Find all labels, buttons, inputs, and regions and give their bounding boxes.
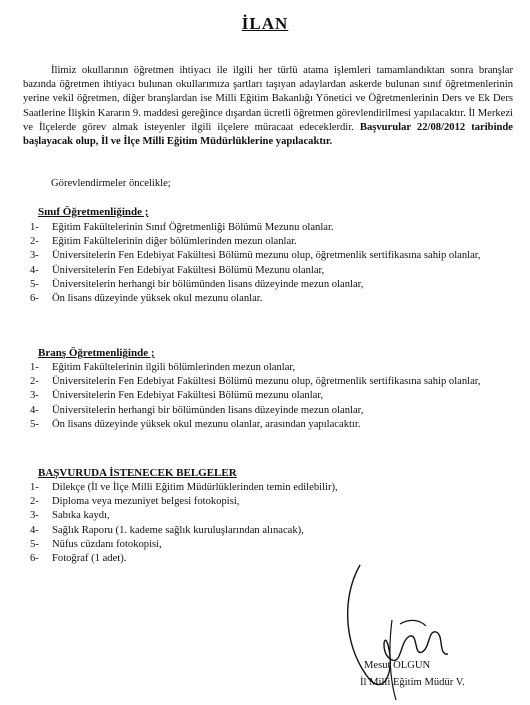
- brans-item-text: Eğitim Fakültelerinin ilgili bölümlerinden mezun olanlar,: [52, 362, 296, 373]
- belgeler-item-number: 4-: [30, 524, 39, 536]
- document-title: İLAN: [241, 14, 289, 33]
- belgeler-item: [30, 481, 510, 495]
- belgeler-item-text: Diploma veya mezuniyet belgesi fotokopisi,: [52, 496, 240, 508]
- sinif-item-text: Ön lisans düzeyinde yüksek okul mezunu olanlar.: [52, 293, 263, 305]
- belgeler-item-text: Dilekçe (İl ve İlçe Milli Eğitim Müdürlüklerinden temin edilebilir),: [52, 482, 338, 493]
- brans-item-text: Üniversitelerin herhangi bir bölümünden lisans düzeyinde mezun olanlar,: [52, 404, 364, 416]
- brans-item-number: 5-: [30, 418, 39, 430]
- belgeler-item: [30, 509, 510, 523]
- brans-item: [30, 375, 510, 389]
- signatory-title: İl Milli Eğitim Müdür V.: [360, 677, 465, 688]
- brans-item-number: 1-: [30, 362, 39, 373]
- brans-item-number: 3-: [30, 390, 39, 402]
- brans-item-text: Üniversitelerin Fen Edebiyat Fakültesi Bölümü mezunu olup, öğretmenlik sertifikasına sahip olanlar,: [52, 376, 481, 388]
- sinif-heading: Sınıf Öğretmenliğinde ;: [38, 206, 149, 218]
- sinif-item-text: Üniversitelerin Fen Edebiyat Fakültesi Bölümü Mezunu olanlar,: [52, 264, 325, 276]
- sinif-item-text: Eğitim Fakültelerinin Sınıf Öğretmenliği Bölümü Mezunu olanlar.: [52, 222, 334, 233]
- intro-bold-text: Başvurular 22/08/2012 taribinde başlayacak olup, İl ve İlçe Milli Eğitim Müdürlüklerine yapılacaktır.: [23, 121, 513, 148]
- sinif-item: [30, 292, 510, 306]
- belgeler-list: [30, 481, 510, 566]
- brans-item-number: 4-: [30, 404, 39, 416]
- sinif-item-number: 1-: [30, 222, 39, 233]
- sinif-item-number: 3-: [30, 250, 39, 262]
- belgeler-item: [30, 538, 510, 552]
- sinif-item-number: 6-: [30, 293, 39, 305]
- sinif-list: [30, 221, 510, 306]
- sinif-item-number: 4-: [30, 264, 39, 276]
- sinif-item-text: Eğitim Fakültelerinin diğer bölümlerinden mezun olanlar.: [52, 236, 297, 248]
- belgeler-item-text: Nüfus cüzdanı fotokopisi,: [52, 538, 162, 550]
- brans-item-text: Üniversitelerin Fen Edebiyat Fakültesi Bölümü mezunu olanlar,: [52, 390, 324, 402]
- belgeler-item-text: Sağlık Raporu (1. kademe sağlık kuruluşlarından alınacak),: [52, 524, 304, 536]
- brans-item: [30, 418, 510, 432]
- sinif-item: [30, 235, 510, 249]
- sinif-item-text: Üniversitelerin Fen Edebiyat Fakültesi Bölümü mezunu olup, öğretmenlik sertifikasına sahip olanlar,: [52, 250, 481, 262]
- belgeler-item-number: 1-: [30, 482, 39, 493]
- belgeler-item: [30, 495, 510, 509]
- brans-heading: Branş Öğretmenliğinde ;: [38, 347, 155, 359]
- belgeler-item-number: 2-: [30, 496, 39, 508]
- sinif-item-number: 2-: [30, 236, 39, 248]
- belgeler-heading: BAŞVURUDA İSTENECEK BELGELER: [38, 467, 237, 479]
- sinif-item: [30, 221, 510, 235]
- sinif-item: [30, 249, 510, 263]
- sinif-item-text: Üniversitelerin herhangi bir bölümünden lisans düzeyinde mezun olanlar,: [52, 278, 364, 290]
- sinif-item-number: 5-: [30, 278, 39, 290]
- sinif-item: [30, 264, 510, 278]
- intro-text: İlimiz okullarının öğretmen ihtiyacı ile ilgili her türlü atama işlemleri tamamlandıktan sonra branşlar bazında öğretmen ihtiyacı bulunan okullarımıza şartları taşıyan adaylardan askerde bulunan sınıf öğretmenlerinin yerine vekil öğretmen, diğer branşlardan ise Milli Eğitim Bakanlığı Yönetici ve Öğretmenlerinin Ders ve Ek Ders Saatlerine İlişkin Kararın 9. maddesi gereğince dışardan ücretli öğretmen görevlendirilmesi yapılacaktır. İl Merkezi ve İlçelerde görev almak isteyenler ilgili ilçelere müracaat edeceklerdir.: [23, 65, 513, 133]
- belgeler-item-text: Fotoğraf (1 adet).: [52, 553, 127, 565]
- belgeler-item: [30, 524, 510, 538]
- belgeler-item-text: Sabıka kaydı,: [52, 510, 110, 522]
- intro-paragraph: [23, 64, 513, 149]
- brans-item-text: Ön lisans düzeyinde yüksek okul mezunu olanlar, arasından yapılacaktır.: [52, 418, 361, 430]
- signatory-name: Mesut OLGUN: [364, 660, 431, 671]
- belgeler-item-number: 5-: [30, 538, 39, 550]
- brans-item: [30, 361, 510, 375]
- brans-item-number: 2-: [30, 376, 39, 388]
- belgeler-item-number: 6-: [30, 553, 39, 565]
- brans-item: [30, 404, 510, 418]
- brans-item: [30, 389, 510, 403]
- brans-list: [30, 361, 510, 432]
- gorev-line: Görevlendirmeler öncelikle;: [51, 178, 171, 189]
- belgeler-item-number: 3-: [30, 510, 39, 522]
- sinif-item: [30, 278, 510, 292]
